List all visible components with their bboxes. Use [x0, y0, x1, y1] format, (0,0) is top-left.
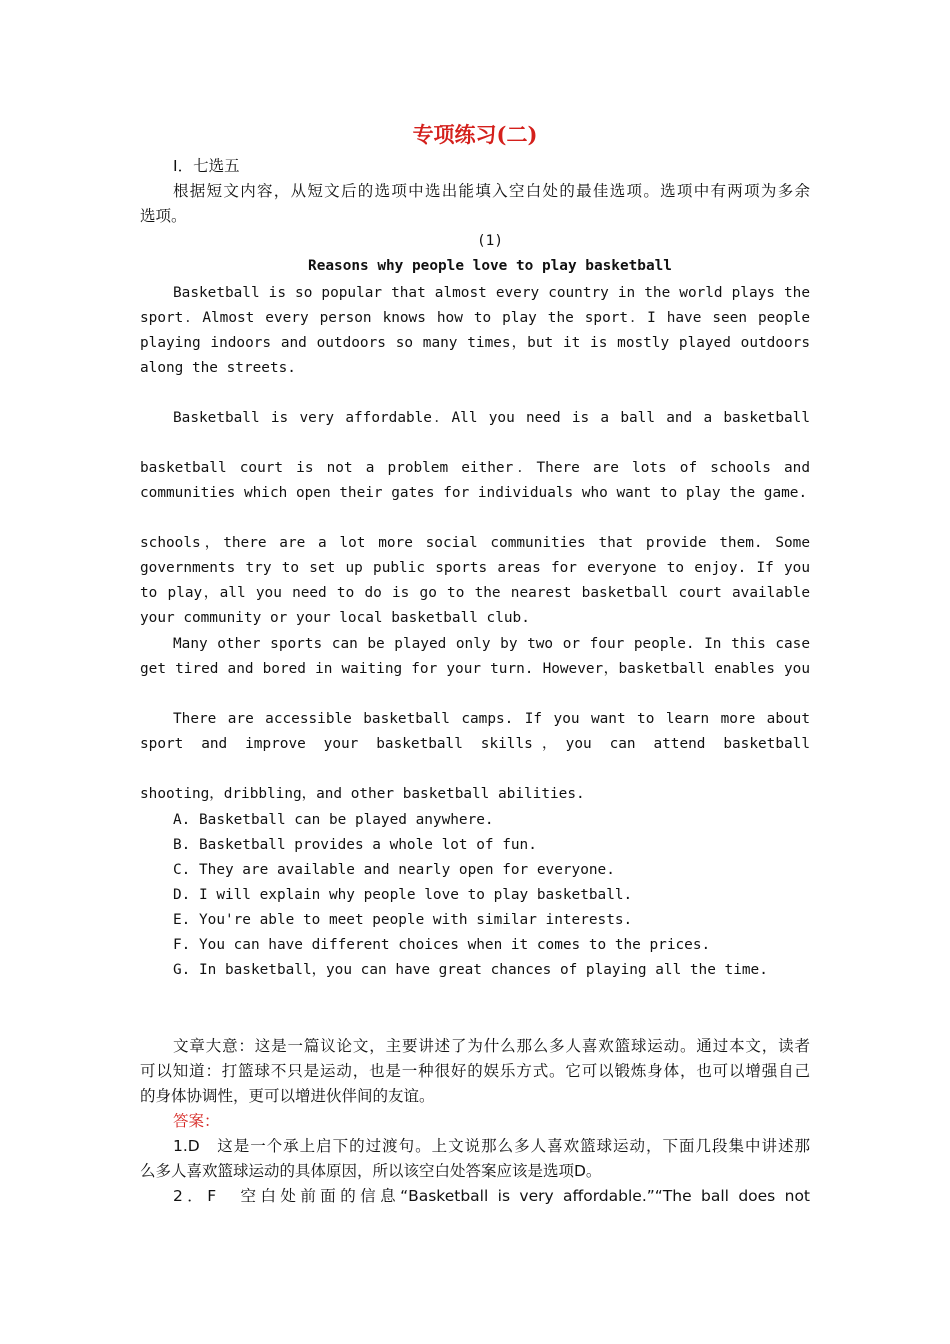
summary-line-2: 可以知道：打篮球不只是运动，也是一种很好的娱乐方式。它可以锻炼身体，也可以增强自己: [140, 1062, 810, 1080]
summary-line-3: 的身体协调性，更可以增进伙伴间的友谊。: [140, 1087, 435, 1105]
paragraph-5-line-3: [140, 757, 810, 782]
passage-number: (1): [477, 233, 503, 249]
paragraph-1-line-2: sport．Almost every person knows how to play the sport．I have seen people: [140, 310, 810, 326]
paragraph-3-line-3: governments try to set up public sports areas for everyone to enjoy. If you: [140, 560, 810, 576]
answer-2-line-1: 2．F 空白处前面的信息“Basketball is very affordable.”“The ball does not: [173, 1187, 810, 1205]
option-d: D. I will explain why people love to play basketball.: [173, 887, 633, 903]
option-g: G. In basketball，you can have great chances of playing all the time.: [173, 962, 768, 978]
paragraph-3-line-5: your community or your local basketball club.: [140, 610, 530, 626]
instructions-line-1: 根据短文内容，从短文后的选项中选出能填入空白处的最佳选项。选项中有两项为多余: [173, 182, 810, 200]
paragraph-5-line-1: There are accessible basketball camps. If you want to learn more about: [173, 711, 810, 727]
answer-blanks-row-2: [173, 1009, 810, 1034]
passage-title: Reasons why people love to play basketball: [308, 258, 672, 274]
paragraph-3-line-4: to play，all you need to do is go to the nearest basketball court available: [140, 585, 810, 601]
summary-line-1: 文章大意：这是一篇议论文，主要讲述了为什么那么多人喜欢篮球运动。通过本文，读者: [173, 1037, 810, 1055]
answer-1-line-2: 么多人喜欢篮球运动的具体原因，所以该空白处答案应该是选项D。: [140, 1162, 602, 1180]
paragraph-1-line-4: along the streets.: [140, 360, 296, 376]
paragraph-2-line-2: [140, 431, 810, 456]
paragraph-2-line-4: communities which open their gates for individuals who want to play the game.: [140, 485, 808, 501]
instructions-line-2: 选项。: [140, 207, 187, 225]
paragraph-2-line-1: Basketball is very affordable．All you need is a ball and a basketball: [173, 410, 810, 426]
paragraph-4-line-3: [140, 682, 810, 707]
paragraph-2-line-3: basketball court is not a problem either．There are lots of schools and: [140, 460, 810, 476]
answer-blanks-row-1: [173, 984, 810, 1009]
paragraph-4-line-1: Many other sports can be played only by two or four people. In this case: [173, 636, 810, 652]
blank-1-line: [173, 381, 810, 406]
paragraph-5-line-4: shooting，dribbling，and other basketball abilities.: [140, 786, 585, 802]
paragraph-3-line-1: [173, 506, 810, 531]
answer-1-line-1: 1.D 这是一个承上启下的过渡句。上文说那么多人喜欢篮球运动，下面几段集中讲述那: [173, 1137, 810, 1155]
answer-heading: 答案：: [173, 1112, 220, 1130]
paragraph-3-line-2: schools，there are a lot more social communities that provide them. Some: [140, 535, 810, 551]
section-heading: Ⅰ．七选五: [173, 157, 240, 175]
option-e: E. You're able to meet people with similar interests.: [173, 912, 633, 928]
paragraph-4-line-2: get tired and bored in waiting for your turn. However，basketball enables you: [140, 661, 810, 677]
paragraph-5-line-2: sport and improve your basketball skills，you can attend basketball: [140, 736, 810, 752]
option-b: B. Basketball provides a whole lot of fun.: [173, 837, 537, 853]
paragraph-1-line-1: Basketball is so popular that almost every country in the world plays the: [173, 285, 810, 301]
option-a: A. Basketball can be played anywhere.: [173, 812, 494, 828]
paragraph-1-line-3: playing indoors and outdoors so many times，but it is mostly played outdoors: [140, 335, 810, 351]
option-f: F. You can have different choices when it comes to the prices.: [173, 937, 711, 953]
page-title: 专项练习(二): [412, 122, 538, 147]
option-c: C. They are available and nearly open for everyone.: [173, 862, 615, 878]
